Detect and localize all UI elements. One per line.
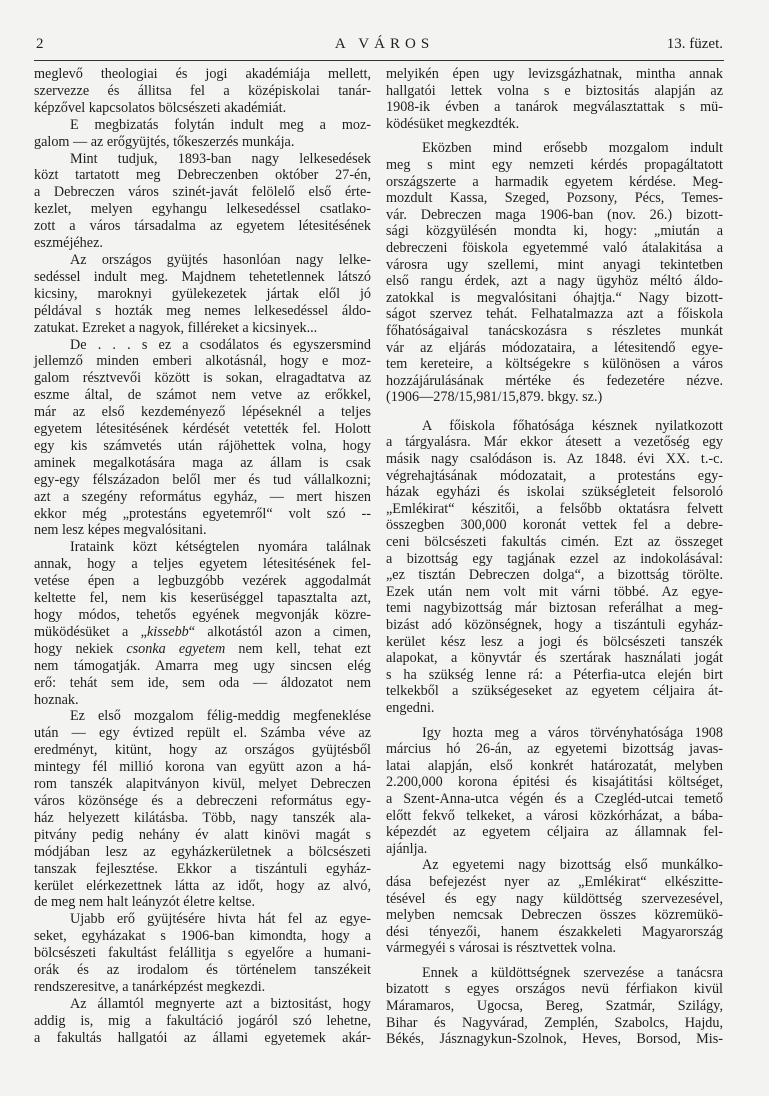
text-line: kerület elérkezettnek látta az időt, hogy az alvó, xyxy=(34,877,371,894)
text-line: egy kis számvetés után rájöhettek volna, hogy xyxy=(34,437,371,454)
text-line: addig is, mig a fakultáció jogáról szó lehetne, xyxy=(34,1012,371,1029)
paragraph xyxy=(386,857,723,957)
text-line: Eközben mind erősebb mozgalom indult xyxy=(422,140,723,157)
text-line: seket, egyházakat s 1906-ban kimondta, hogy a xyxy=(34,928,371,945)
text-line: keltette fel, nem kis keserüséggel tapasztalta azt, xyxy=(34,590,371,607)
text-line: vár. Debreczen maga 1906-ban (nov. 26.) bizott- xyxy=(386,206,723,223)
text-line: hoznak. xyxy=(34,691,79,708)
text-line: Igy hozta meg a város törvényhatósága 1908 xyxy=(422,724,723,741)
italic-text: csonka egyetem xyxy=(126,640,226,657)
text-line: zatokkal is megvalósitani óhajtja.“ Nagy bizott- xyxy=(386,289,723,306)
text-line: vetése épen a legbuzgóbb vezérek aggodalmát xyxy=(34,573,371,590)
text-line: temi nagybizottság már biztosan referálhat a meg- xyxy=(386,600,723,617)
text-line: zatukat. Ezreket a nagyok, filléreket a kicsinyek... xyxy=(34,319,318,336)
text-line: rom tanszék alapitványon kivül, melyet Debreczen xyxy=(34,776,371,793)
text-segment: müködésüket a „ xyxy=(34,623,147,640)
text-line: tem kereteire, a költségekre s különösen a város xyxy=(386,356,723,373)
text-line: aminek megalkotására maga az állam is csak xyxy=(34,454,371,471)
text-line: összegben 300,000 koronát vettek fel a debre- xyxy=(386,517,723,534)
text-line: engedni. xyxy=(386,699,435,716)
text-line: de meg nem halt leányzót életre keltse. xyxy=(34,894,255,911)
text-line: 1908-ik évben a tanárok megválasztattak s mü- xyxy=(386,99,723,116)
text-line: főhatóságaival tanácskozásra s részletes munkát xyxy=(386,322,723,339)
text-line: Ujabb erő gyüjtésére hivta hát fel az egye- xyxy=(70,911,371,928)
text-line: sági közgyülésén mondta ki, hogy: „miután a xyxy=(386,223,723,240)
text-line: Az egyetemi nagy bizottság első munkálko- xyxy=(422,857,723,874)
text-line: bölcsészeti fakultást felállitja s egyelőre a humani- xyxy=(34,945,371,962)
text-line: nem támogatják. Amarra meg ugy sincsen elég xyxy=(34,657,371,674)
text-line: alapokat, a könyvtár és szertárak használati jogát xyxy=(386,650,723,667)
paragraph xyxy=(386,418,723,717)
text-line: melyikén épen ugy levizsgázhatnak, mintha annak xyxy=(386,66,723,82)
text-line: erő: tehát sem ide, sem oda — áldozatot nem xyxy=(34,674,371,691)
paragraph xyxy=(34,117,371,151)
text-line: De . . . s ez a csodálatos és egyszersmind xyxy=(70,336,371,353)
text-line: egyetem létesitésének kérdését vetették fel. Holott xyxy=(34,421,371,438)
issue-number: 13. füzet. xyxy=(666,36,723,52)
text-line: „ez tisztán Debreczen dolga“, a bizottság törölte. xyxy=(386,567,723,584)
text-line: orák és az irodalom és történelem tanszékeit xyxy=(34,962,371,979)
text-line: Irataink közt kétségtelen nyomára találnak xyxy=(70,539,371,556)
right-column xyxy=(386,66,723,1048)
left-column xyxy=(34,66,371,1047)
paragraph xyxy=(34,996,371,1047)
page-number: 2 xyxy=(36,36,44,52)
text-line: szervezze és állitsa fel a középiskolai tanár- xyxy=(34,82,371,99)
text-line: a tárgyalásra. Már ekkor átesett a vezetőség egy xyxy=(386,434,723,451)
text-line: a Szent-Anna-utca végén és a Czegléd-utcai temető xyxy=(386,790,723,807)
text-line: galom résztvevői között is sokan, elragadtatva az xyxy=(34,370,371,387)
text-line: azt a szegény református egyház, — mert hiszen xyxy=(34,488,371,505)
text-line: pitvány pedig nehány év alatt kinövi magát s xyxy=(34,826,371,843)
text-line: Mint tudjuk, 1893-ban nagy lelkesedések xyxy=(70,150,371,167)
text-line: első rangu érdek, azt a nagy ügyhöz méltó áldo- xyxy=(386,273,723,290)
text-line: példával s hozták meg nemes lelkesedéssel áldo- xyxy=(34,302,371,319)
text-line: ekkor még „protestáns egyetemről“ volt szó -- xyxy=(34,505,371,522)
text-line: telkekből a szükségeseket az egyetem céljaira át- xyxy=(386,683,723,700)
text-line: tanszak fejlesztése. Ekkor a tiszántuli egyház- xyxy=(34,860,371,877)
text-line: 2.200,000 korona épitési és kisajátitási költséget, xyxy=(386,774,723,791)
text-line: országszerte a harmadik egyetem kérdése. Meg- xyxy=(386,173,723,190)
paragraph xyxy=(386,66,723,132)
text-line: jellemző minden emberi alkotásnál, hogy e moz- xyxy=(34,353,371,370)
text-line: E megbizatás folytán indult meg a moz- xyxy=(70,116,371,133)
publication-title: A VÁROS xyxy=(334,36,435,52)
paragraph xyxy=(34,539,371,708)
text-line: hallgatói lettek volna s e biztositás alapján az xyxy=(386,82,723,99)
header-rule xyxy=(34,60,724,61)
text-line: hozzájárulásának mértéke és fedezetére nézve. xyxy=(386,372,723,389)
text-line: város közönsége és a debreczeni református egy- xyxy=(34,792,371,809)
text-line: tésével és egy nagy küldöttség szervezesével, xyxy=(386,890,723,907)
paragraph xyxy=(34,337,371,540)
paragraph xyxy=(386,725,723,858)
text-line: melyben nemcsak Debreczen összes közremükö- xyxy=(386,907,723,924)
text-line: s ha szükség lenne rá: a Péterfia-utca elején birt xyxy=(386,666,723,683)
paragraph xyxy=(34,708,371,911)
text-line: (1906—278/15,981/15,879. bkgy. sz.) xyxy=(386,389,603,406)
text-line: ház helyezett kilátásba. Több, nagy tanszék ala- xyxy=(34,809,371,826)
text-line: március hó 26-án, az egyetemi bizottság javas- xyxy=(386,741,723,758)
text-line: kezlet, melyen egyhangu lelkesedéssel csatlako- xyxy=(34,201,371,218)
text-line: kicsiny, maroknyi gyülekezetek jártak elől jó xyxy=(34,285,371,302)
text-line: házak egyházi és iskolai szükségleteit felsoroló xyxy=(386,484,723,501)
text-line: bizatott s egyes országos nevü férfiakon kivül xyxy=(386,981,723,998)
text-line: rendszeresitve, a tanárképzést megkezdi. xyxy=(34,978,266,995)
paragraph xyxy=(34,66,371,117)
text-line: ajánlja. xyxy=(386,840,428,857)
paragraph xyxy=(386,965,723,1048)
text-line: eszme által, de számot nem vetve az erőkkel, xyxy=(34,387,371,404)
text-line: a Debreczen város szinét-javát felölelő első érte- xyxy=(34,184,371,201)
text-segment: nem kell, tehat ezt xyxy=(225,640,371,657)
text-line: végrehajtásának módozatait, a protestáns egy- xyxy=(386,467,723,484)
text-line: Ennek a küldöttségnek szervezése a tanácsra xyxy=(422,964,723,981)
text-line: után — egy évtized repült el. Számba véve az xyxy=(34,725,371,742)
text-line: vármegyéi s városai is résztvettek volna. xyxy=(386,940,617,957)
text-line: dési tényezői, hanem északkeleti Magyarország xyxy=(386,923,723,940)
text-line: latai alapján, első konkrét határozatát, melyben xyxy=(386,757,723,774)
paragraph xyxy=(34,151,371,252)
paragraph xyxy=(386,140,723,406)
text-line: közt tartatott meg Debreczenben október 27-én, xyxy=(34,167,371,184)
text-line: egy-egy félszázadon belől mer és tud vállalkozni; xyxy=(34,471,371,488)
text-line: előtt fekvő telkeket, a városi közkórházat, a bába- xyxy=(386,807,723,824)
text-line xyxy=(34,624,371,641)
text-line: Ez első mozgalom félig-meddig megfeneklése xyxy=(70,708,371,725)
text-line: másik nagy csalódáson is. Az 1848. évi XX. t.-c. xyxy=(386,451,723,468)
text-segment: “ alkotástól azon a cimen, xyxy=(188,623,371,640)
text-line: galom — az erőgyüjtés, tőkeszerzés munkája. xyxy=(34,133,295,150)
paragraph xyxy=(34,911,371,996)
text-line: városra ugy szellemi, mint anyagi tekintetben xyxy=(386,256,723,273)
text-line: meglevő theologiai és jogi akadémiája mellett, xyxy=(34,66,371,82)
text-line: képezdét az egyetem céljaira az államnak fel- xyxy=(386,824,723,841)
text-line: nem lesz képes megvalósitani. xyxy=(34,522,207,539)
text-line: ködésüket megkezdték. xyxy=(386,115,520,132)
text-line: hogy módos, tehetős egyének megvonják közre- xyxy=(34,607,371,623)
text-line: Ezek után nem volt mit várni többé. Az egye- xyxy=(386,583,723,600)
text-line: Békés, Jásznagykun-Szolnok, Heves, Borsod, Mis- xyxy=(386,1031,723,1048)
text-line: sedéssel indult meg. Majdnem tehetetlennek látszó xyxy=(34,268,371,285)
text-line: zott a város társadalma az egyetem létesitésének xyxy=(34,218,371,235)
text-line: a fakultás hallgatói az állami egyetemek akár- xyxy=(34,1029,371,1046)
text-line: mozdult Kassa, Szeged, Pozsony, Pécs, Temes- xyxy=(386,190,723,207)
text-line: dása befejezést nyer az „Emlékirat“ elkészitte- xyxy=(386,873,723,890)
text-line: „Emlékirat“ készitői, a felsőbb oktatásra felvett xyxy=(386,500,723,517)
text-line: bizást adó közönségnek, hogy a tiszántuli egyház- xyxy=(386,617,723,633)
text-line: képzővel kapcsolatos bölcsészeti akadémiát. xyxy=(34,99,287,116)
text-line: ságot szervez tehát. Felhatalmazza azt a főiskola xyxy=(386,306,723,323)
text-line: ceni bölcsészeti fakultás cimén. Ezt az összeget xyxy=(386,534,723,551)
text-line: Az országos gyüjtés hasonlóan nagy lelke- xyxy=(70,251,371,268)
text-line: debreczeni föiskola egyetemmé való átalakitása a xyxy=(386,239,723,256)
text-line: már az első kezdeményező lépéseknél a teljes xyxy=(34,404,371,421)
text-line: mintegy fél millió korona van együtt azon a há- xyxy=(34,759,371,776)
text-line xyxy=(34,641,371,658)
text-segment: hogy nekiek xyxy=(34,640,127,657)
text-line: A főiskola főhatósága késznek nyilatkozott xyxy=(422,417,723,434)
text-line: kerület kész lesz a jogi és bölcsészeti tanszék xyxy=(386,633,723,650)
text-line: annak, hogy a teljes egyetem létesitésének fel- xyxy=(34,556,371,573)
text-line: Máramaros, Ugocsa, Bereg, Szatmár, Szilágy, xyxy=(386,998,723,1015)
text-line: eredményt, kitünt, hogy az országos gyüjtésből xyxy=(34,742,371,759)
text-line: vár az eljárás módozataira, a létesitendő egye- xyxy=(386,339,723,356)
text-line: meg s mint egy nemzeti kérdés propagáltatott xyxy=(386,156,723,173)
text-line: Bihar és Nagyvárad, Zemplén, Szabolcs, Hajdu, xyxy=(386,1014,723,1031)
italic-text: kissebb xyxy=(146,623,189,640)
text-line: a bizottság egy tagjának ezzel az indokolásával: xyxy=(386,550,723,567)
text-line: Az államtól megnyerte azt a biztositást, hogy xyxy=(70,995,371,1012)
text-line: módjában lesz az egyházkerületnek a bölcsészeti xyxy=(34,843,371,860)
text-line: eszméjéhez. xyxy=(34,235,103,252)
paragraph xyxy=(34,252,371,337)
